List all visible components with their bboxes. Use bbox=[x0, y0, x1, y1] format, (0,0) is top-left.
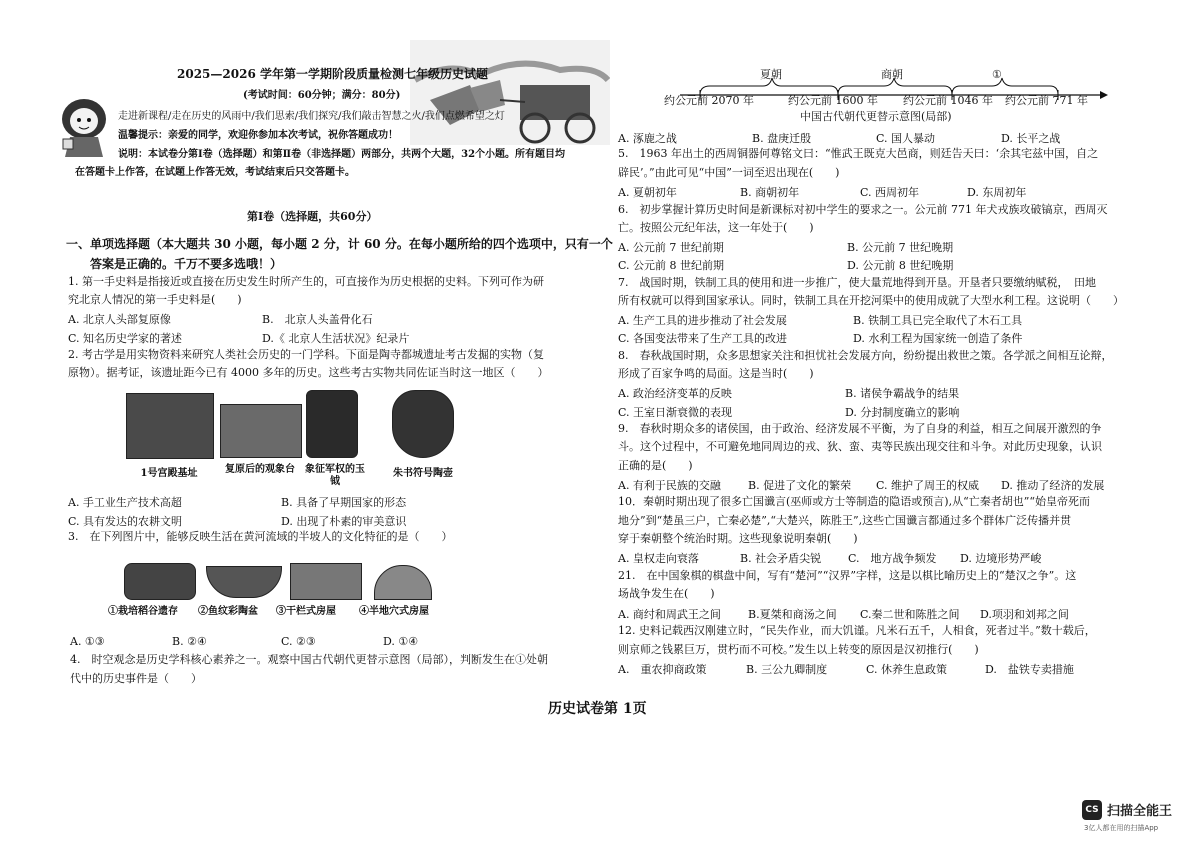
timeline-date-1: 约公元前 2070 年 bbox=[664, 94, 754, 107]
q7-stem-1: 7. 战国时期，铁制工具的使用和进一步推广，使大量荒地得到开垦。开垦者只要缴纳赋税， 田地 bbox=[618, 276, 1096, 289]
q8-option-d: D. 分封制度确立的影响 bbox=[845, 406, 960, 419]
q6-stem-1: 6. 初步掌握计算历史时间是新课标对初中学生的要求之一。公元前 771 年犬戎族攻破镐京，西周灭 bbox=[618, 203, 1108, 216]
scanner-logo-icon: CS bbox=[1082, 800, 1102, 820]
q12-option-a: A. 重农抑商政策 bbox=[618, 663, 707, 676]
q9-option-c: C. 维护了周王的权威 bbox=[876, 479, 980, 492]
q8-stem-1: 8. 春秋战国时期，众多思想家关注和担忧社会发展方向，纷纷提出救世之策。各学派之间相互论辩， bbox=[618, 349, 1113, 362]
q1-option-d: D.《 北京人生活状况》纪录片 bbox=[262, 332, 410, 345]
q2-caption-3: 象征军权的玉钺 bbox=[305, 464, 365, 487]
q6-option-a: A. 公元前 7 世纪前期 bbox=[618, 241, 724, 254]
tip-text: 温馨提示：亲爱的同学，欢迎你参加本次考试，祝你答题成功！ bbox=[118, 130, 398, 141]
q3-caption-1: ①栽培稻谷遗存 bbox=[108, 606, 178, 617]
q3-caption-4: ④半地穴式房屋 bbox=[359, 606, 429, 617]
q2-caption-2: 复原后的观象台 bbox=[225, 464, 295, 475]
q10-option-c: C. 地方战争频发 bbox=[848, 552, 937, 565]
q2-stem-1: 2. 考古学是用实物资料来研究人类社会历史的一门学科。下面是陶寺都城遗址考古发掘的实物（复 bbox=[68, 348, 544, 361]
q5-option-c: C. 西周初年 bbox=[860, 186, 920, 199]
q12-stem-1: 12. 史料记载西汉刚建立时，“民失作业，而大饥谨。凡米石五千，人相食，死者过半。”数十载后， bbox=[618, 624, 1096, 637]
q4-option-d: D. 长平之战 bbox=[1001, 132, 1061, 145]
timeline-caption-main: 中国古代朝代更替示意图 bbox=[800, 110, 921, 123]
q11-option-a: A. 商纣和周武王之间 bbox=[618, 608, 721, 621]
scanner-app-name: 扫描全能王 bbox=[1107, 804, 1173, 819]
exam-title: 2025—2026 学年第一学期阶段质量检测七年级历史试题 bbox=[177, 67, 488, 81]
q12-option-d: D. 盐铁专卖措施 bbox=[985, 663, 1074, 676]
q5-stem-1: 5. 1963 年出土的西周铜器何尊铭文曰：“惟武王既克大邑商，则廷告天曰：‘余其宅兹中国，自之 bbox=[618, 147, 1099, 160]
timeline-date-3: 约公元前 1046 年 bbox=[903, 94, 993, 107]
q11-stem-2: 场战争发生在( ) bbox=[618, 587, 715, 600]
q5-option-a: A. 夏朝初年 bbox=[618, 186, 677, 199]
q9-option-d: D. 推动了经济的发展 bbox=[1001, 479, 1105, 492]
q9-stem-2: 斗。这个过程中，不可避免地同周边的戎、狄、蛮、夷等民族出现交往和斗争。对此历史现象，认识 bbox=[618, 440, 1102, 453]
q8-option-a: A. 政治经济变革的反映 bbox=[618, 387, 732, 400]
q1-option-a: A. 北京人头部复原像 bbox=[68, 313, 171, 326]
instruction-line-1: 说明：本试卷分第Ⅰ卷（选择题）和第Ⅱ卷（非选择题）两部分，共两个大题，32个小题。所有题目均 bbox=[118, 149, 566, 160]
q10-stem-1: 10．秦朝时期出现了很多亡国谶言(巫师或方士等制造的隐语或预言),从“亡秦者胡也”“始皇帝死而 bbox=[618, 495, 1090, 508]
q6-option-d: D. 公元前 8 世纪晚期 bbox=[847, 259, 954, 272]
q11-option-d: D.项羽和刘邦之间 bbox=[980, 608, 1069, 621]
q7-option-c: C. 各国变法带来了生产工具的改进 bbox=[618, 332, 788, 345]
q8-option-b: B. 诸侯争霸战争的结果 bbox=[845, 387, 960, 400]
q9-option-a: A. 有利于民族的交融 bbox=[618, 479, 721, 492]
timeline-dynasty-shang: 商朝 bbox=[881, 68, 903, 81]
chariot-illustration bbox=[410, 40, 610, 145]
q4-option-a: A. 涿鹿之战 bbox=[618, 132, 677, 145]
timeline-date-4: 约公元前 771 年 bbox=[1005, 94, 1088, 107]
fish-pattern-basin-photo bbox=[206, 566, 282, 598]
rice-remains-photo bbox=[124, 563, 196, 600]
q10-option-d: D. 边境形势严峻 bbox=[960, 552, 1042, 565]
q11-option-c: C.秦二世和陈胜之间 bbox=[860, 608, 960, 621]
q3-caption-2: ②鱼纹彩陶盆 bbox=[198, 606, 258, 617]
q4-stem-1: 4. 时空观念是历史学科核心素养之一。观察中国古代朝代更替示意图（局部），判断发生在①处朝 bbox=[70, 653, 548, 666]
timeline-date-2: 约公元前 1600 年 bbox=[788, 94, 878, 107]
q11-stem-1: 21. 在中国象棋的棋盘中间，写有“楚河”“汉界”字样，这是以棋比喻历史上的“楚汉之争”。这 bbox=[618, 569, 1077, 582]
palace-foundation-photo bbox=[126, 393, 214, 459]
q10-option-a: A. 皇权走向衰落 bbox=[618, 552, 699, 565]
q7-option-a: A. 生产工具的进步推动了社会发展 bbox=[618, 314, 787, 327]
cartoon-girl-illustration bbox=[55, 95, 113, 157]
timeline-dynasty-xia: 夏朝 bbox=[760, 68, 782, 81]
q3-option-b: B. ②④ bbox=[172, 635, 207, 648]
q4-option-b: B. 盘庚迁殷 bbox=[752, 132, 812, 145]
q5-option-b: B. 商朝初年 bbox=[740, 186, 800, 199]
instruction-line-2: 在答题卡上作答，在试题上作答无效，考试结束后只交答题卡。 bbox=[75, 167, 355, 178]
observatory-photo bbox=[220, 404, 302, 458]
q5-stem-2: 辟民’。”由此可见“中国”一词至迟出现在( ) bbox=[618, 166, 840, 179]
q9-option-b: B. 促进了文化的繁荣 bbox=[748, 479, 852, 492]
q7-stem-2: 所有权就可以得到国家承认。同时，铁制工具在开挖河渠中的使用成就了大型水利工程。这说明（ ） bbox=[618, 294, 1124, 307]
q2-stem-2: 原物）。据考证，该遗址距今已有 4000 多年的历史。这些考古实物共同佐证当时这一地区（ ） bbox=[68, 366, 549, 379]
q12-option-c: C. 休养生息政策 bbox=[866, 663, 948, 676]
q2-option-c: C. 具有发达的农耕文明 bbox=[68, 515, 183, 528]
timeline-caption bbox=[800, 110, 952, 124]
q8-option-c: C. 王室日渐衰微的表现 bbox=[618, 406, 733, 419]
timeline-caption-partial: (局部) bbox=[921, 110, 952, 123]
section-instruction-line-2: 答案是正确的。千万不要多选哦！） bbox=[90, 257, 283, 271]
q8-stem-2: 形成了百家争鸣的局面。这是当时( ) bbox=[618, 367, 814, 380]
timeline-dynasty-unknown: ① bbox=[992, 68, 1002, 81]
q6-option-c: C. 公元前 8 世纪前期 bbox=[618, 259, 725, 272]
pottery-pot-photo bbox=[392, 390, 454, 458]
section-title: 第Ⅰ卷（选择题，共60分） bbox=[247, 210, 378, 223]
q2-option-b: B. 具备了早期国家的形态 bbox=[281, 496, 407, 509]
intro-text: 走进新课程/走在历史的风雨中/我们思索/我们探究/我们敲击智慧之火/我们点燃希望之灯 bbox=[118, 111, 505, 122]
q5-option-d: D. 东周初年 bbox=[967, 186, 1027, 199]
q7-option-b: B. 铁制工具已完全取代了木石工具 bbox=[853, 314, 1023, 327]
q6-option-b: B. 公元前 7 世纪晚期 bbox=[847, 241, 954, 254]
q4-option-c: C. 国人暴动 bbox=[876, 132, 936, 145]
q1-option-b: B. 北京人头盖骨化石 bbox=[262, 313, 373, 326]
q1-option-c: C. 知名历史学家的著述 bbox=[68, 332, 183, 345]
q3-caption-3: ③干栏式房屋 bbox=[276, 606, 336, 617]
q12-stem-2: 则京师之钱累巨万，贯朽而不可校。”发生以上转变的原因是汉初推行( ) bbox=[618, 643, 979, 656]
section-instruction-line-1: 一、单项选择题（本大题共 30 小题，每小题 2 分，计 60 分。在每小题所给的四个选项中，只有一个 bbox=[66, 237, 613, 251]
q6-stem-2: 亡。按照公元纪年法，这一年处于( ) bbox=[618, 221, 814, 234]
q2-option-d: D. 出现了朴素的审美意识 bbox=[281, 515, 407, 528]
q10-stem-3: 穿于秦朝整个统治时期。这些现象说明秦朝( ) bbox=[618, 532, 858, 545]
q11-option-b: B.夏桀和商汤之间 bbox=[748, 608, 837, 621]
q9-stem-3: 正确的是( ) bbox=[618, 459, 693, 472]
q3-option-d: D. ①④ bbox=[383, 635, 419, 648]
page-footer: 历史试卷第 1页 bbox=[548, 701, 647, 717]
q2-option-a: A. 手工业生产技术高超 bbox=[68, 496, 182, 509]
pit-house-photo bbox=[374, 565, 432, 600]
q10-stem-2: 地分”到“楚虽三户，亡秦必楚”,“大楚兴，陈胜王”,这些亡国谶言都通过多个群体广泛传播并贯 bbox=[618, 514, 1072, 527]
q10-option-b: B. 社会矛盾尖锐 bbox=[740, 552, 822, 565]
q2-caption-4: 朱书符号陶壶 bbox=[393, 468, 453, 479]
q3-stem-1: 3. 在下列图片中，能够反映生活在黄河流域的半坡人的文化特征的是（ ） bbox=[68, 530, 453, 543]
q12-option-b: B. 三公九卿制度 bbox=[746, 663, 828, 676]
jade-axe-photo bbox=[306, 390, 358, 458]
q2-caption-1: 1号宫殿基址 bbox=[140, 468, 198, 479]
scanner-app-watermark bbox=[1080, 797, 1190, 837]
q1-stem-1: 1. 第一手史料是指接近或直接在历史发生时所产生的，可直接作为历史根据的史料。下列可作为研 bbox=[68, 275, 544, 288]
q7-option-d: D. 水利工程为国家统一创造了条件 bbox=[853, 332, 1023, 345]
scanner-app-tagline: 3亿人都在用的扫描App bbox=[1084, 824, 1159, 832]
exam-subtitle: (考试时间：60分钟；满分：80分) bbox=[243, 90, 401, 101]
q3-option-c: C. ②③ bbox=[281, 635, 316, 648]
q9-stem-1: 9. 春秋时期众多的诸侯国，由于政治、经济发展不平衡，为了自身的利益，相互之间展开激烈的争 bbox=[618, 422, 1102, 435]
q1-stem-2: 究北京人情况的第一手史料是( ) bbox=[68, 293, 242, 306]
q4-stem-2: 代中的历史事件是（ ） bbox=[70, 672, 202, 685]
q3-option-a: A. ①③ bbox=[70, 635, 105, 648]
stilt-house-photo bbox=[290, 563, 362, 600]
